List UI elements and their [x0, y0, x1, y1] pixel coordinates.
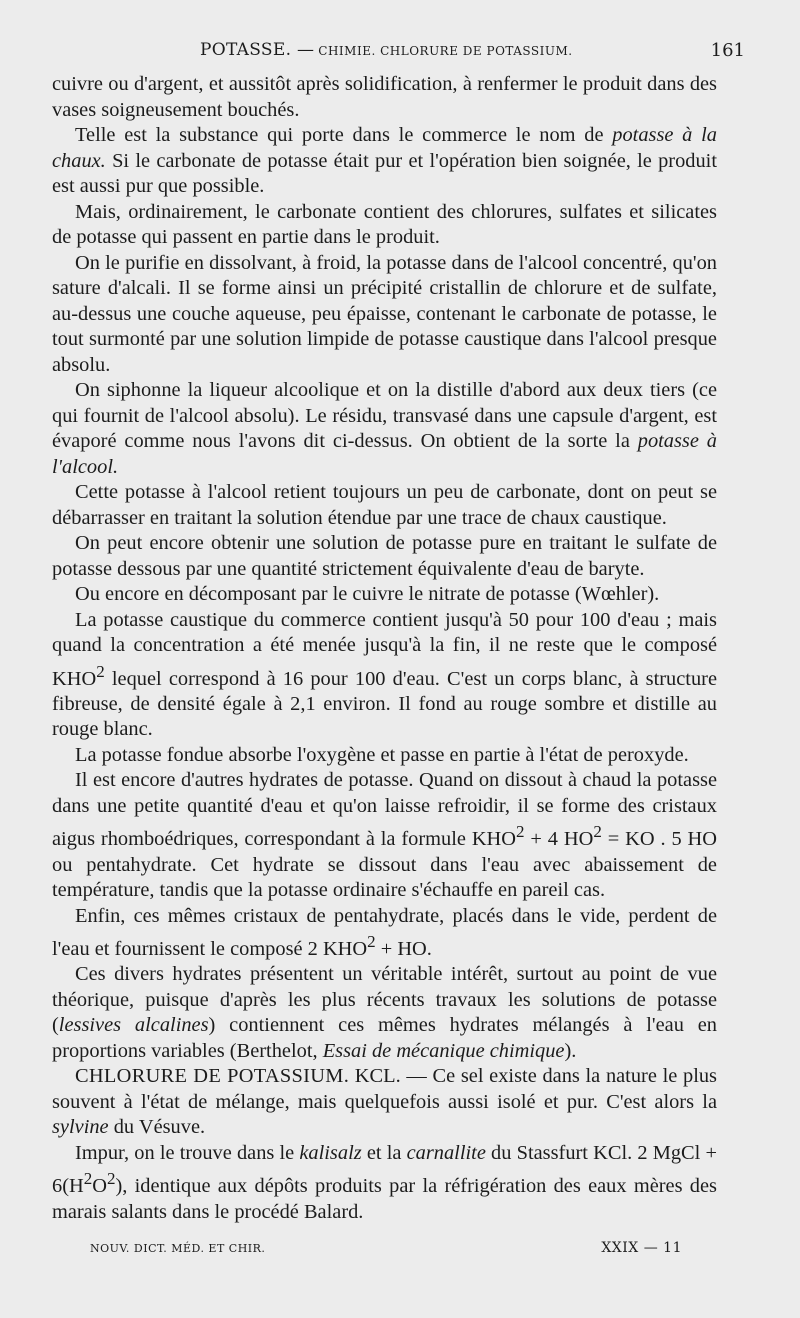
paragraph [52, 582, 717, 608]
italic-term: potasse à l'alcool. [52, 430, 717, 478]
paragraph-text: lequel correspond à 16 pour 100 d'eau. C'est un corps blanc, à structure fibreuse, de densité égale à 2,1 environ. Il fond au rouge sombre et distille au rouge blanc. [52, 667, 717, 741]
superscript: 2 [83, 1169, 93, 1189]
section-heading: CHLORURE DE POTASSIUM. [75, 1065, 350, 1088]
paragraph [52, 608, 717, 743]
paragraph-text: Ou encore en décomposant par le cuivre le nitrate de potasse (Wœhler). [75, 583, 660, 605]
running-title-sub: CHIMIE. CHLORURE DE POTASSIUM. [318, 44, 573, 58]
italic-term: sylvine [52, 1116, 109, 1139]
paragraph-text: Impur, on le trouve dans le [75, 1141, 300, 1164]
body-text [52, 72, 717, 1225]
paragraph-text: O [92, 1175, 107, 1198]
paragraph-text: ) contiennent ces mêmes hydrates mélangés à l'eau en proportions variables (Berthelot, [52, 1014, 717, 1062]
paragraph-text: Telle est la substance qui porte dans le commerce le nom de [75, 124, 613, 146]
running-title-main: POTASSE. — [200, 40, 315, 60]
paragraph-text: + 4 HO [524, 828, 594, 851]
paragraph-text: du Stassfurt KCl. 2 MgCl + 6(H [52, 1141, 717, 1198]
superscript: 2 [593, 822, 602, 842]
paragraph [52, 531, 717, 582]
paragraph-text: + HO. [375, 937, 432, 960]
paragraph-text: On peut encore obtenir une solution de potasse pure en traitant le sulfate de potasse dessous par une quantité strictement équivalente d'eau de baryte. [52, 532, 717, 580]
paragraph-text: On le purifie en dissolvant, à froid, la potasse dans de l'alcool concentré, qu'on sature d'alcali. Il se forme ainsi un précipité cristallin de chlorure et de sulfate, au-dessus une couche aqueuse, peu épaisse, contenant le carbonate de potasse, le tout surmonté par une solution limpide de potasse caustique dans l'alcool presque absolu. [52, 251, 717, 376]
paragraph-text: cuivre ou d'argent, et aussitôt après solidification, à renfermer le produit dans des vases soigneusement bouchés. [52, 73, 717, 121]
italic-term: Essai de mécanique chimique [322, 1039, 565, 1062]
paragraph [52, 378, 717, 480]
paragraph-text: Il est encore d'autres hydrates de potasse. Quand on dissout à chaud la potasse dans une petite quantité d'eau et qu'on laisse refroidir, il se forme des cristaux aigus rhomboédriques, correspondant à la formule KHO [52, 769, 717, 851]
paragraph-text: ). [564, 1039, 577, 1062]
paragraph-text: Enfin, ces mêmes cristaux de pentahydrate, placés dans le vide, perdent de l'eau et fournissent le composé 2 KHO [52, 904, 717, 960]
paragraph-text: = KO . 5 HO ou pentahydrate. Cet hydrate se dissout dans l'eau avec abaissement de température, tandis que la potasse ordinaire s'échauffe en pareil cas. [52, 828, 717, 902]
italic-term: potasse à la chaux. [52, 124, 717, 172]
running-header [50, 40, 745, 66]
paragraph-text: On siphonne la liqueur alcoolique et on la distille d'abord aux deux tiers (ce qui fournit de l'alcool absolu). Le résidu, transvasé dans une capsule d'argent, est évaporé comme nous l'avons dit ci-dessus. On obtient de la sorte la [52, 379, 717, 452]
paragraph-text: Cette potasse à l'alcool retient toujours un peu de carbonate, dont on peut se débarrasser en traitant la solution étendue par une trace de chaux caustique. [52, 481, 717, 529]
superscript: 2 [96, 661, 105, 681]
paragraph-text: et la [361, 1141, 407, 1164]
paragraph-text: ), identique aux dépôts produits par la réfrigération des eaux mères des marais salants dans le procédé Balard. [52, 1175, 717, 1223]
page-number: 161 [710, 40, 745, 61]
paragraph-text: KCL. — Ce sel existe dans la nature le plus souvent à l'état de mélange, mais quelquefois aussi isolé et pur. C'est alors la [52, 1065, 717, 1113]
paragraph [52, 72, 717, 123]
paragraph [52, 1141, 717, 1225]
italic-term: carnallite [406, 1141, 486, 1164]
paragraph [52, 743, 717, 769]
superscript: 2 [106, 1169, 116, 1189]
italic-term: lessives alcalines [58, 1014, 209, 1037]
paragraph [52, 480, 717, 531]
footer-signature: NOUV. DICT. MÉD. ET CHIR. [90, 1242, 266, 1255]
superscript: 2 [367, 932, 376, 952]
running-title [200, 40, 573, 60]
paragraph [52, 123, 717, 200]
paragraph [52, 768, 717, 903]
paragraph-text: La potasse caustique du commerce contient jusqu'à 50 pour 100 d'eau ; mais quand la concentration a été menée jusqu'à la fin, il ne reste que le composé KHO [52, 608, 717, 690]
footer-sheet-mark: XXIX — 11 [601, 1240, 682, 1256]
paragraph-text: du Vésuve. [108, 1116, 206, 1139]
paragraph [52, 962, 717, 1064]
paragraph [52, 904, 717, 963]
paragraph [52, 251, 717, 379]
paragraph-text: Ces divers hydrates présentent un véritable intérêt, surtout au point de vue théorique, puisque d'après les plus récents travaux les solutions de potasse ( [52, 963, 717, 1037]
italic-term: kalisalz [299, 1141, 362, 1164]
paragraph-text: La potasse fondue absorbe l'oxygène et passe en partie à l'état de peroxyde. [75, 743, 689, 766]
superscript: 2 [516, 822, 525, 842]
paragraph-text: Si le carbonate de potasse était pur et l'opération bien soignée, le produit est aussi pur que possible. [52, 149, 717, 197]
paragraph-text: Mais, ordinairement, le carbonate contient des chlorures, sulfates et silicates de potasse qui passent en partie dans le produit. [52, 200, 717, 248]
paragraph [52, 1064, 717, 1141]
paragraph [52, 200, 717, 251]
page-footer [90, 1240, 682, 1262]
